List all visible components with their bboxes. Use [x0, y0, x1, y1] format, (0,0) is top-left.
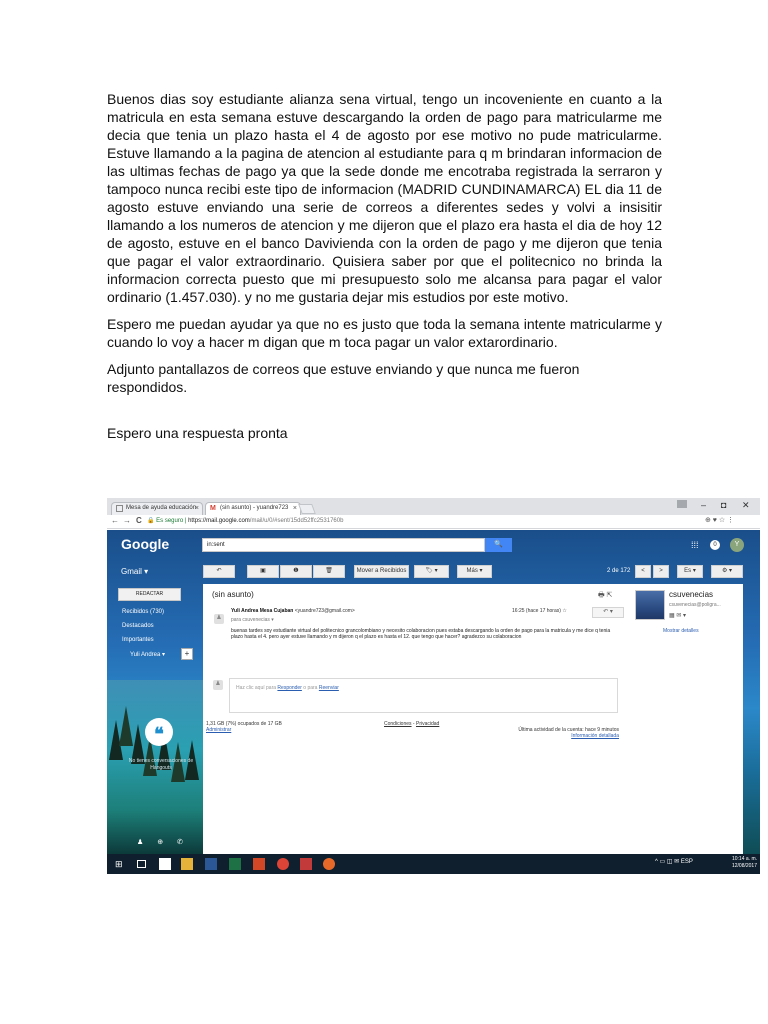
- clock-time: 10:14 a. m.: [731, 856, 757, 862]
- close-tab-icon[interactable]: ×: [292, 505, 297, 512]
- letter: [107, 90, 662, 451]
- minimize-icon[interactable]: –: [701, 500, 707, 510]
- manage-link[interactable]: Administrar: [206, 727, 232, 733]
- compose-button[interactable]: REDACTAR: [118, 588, 181, 601]
- storage-info: [206, 721, 282, 733]
- account-activity: [513, 727, 619, 739]
- reload-icon[interactable]: C: [136, 516, 142, 525]
- search-input[interactable]: in:sent: [202, 538, 485, 552]
- url-host: https://mail.google.com: [188, 518, 250, 524]
- contact-photo: [635, 590, 665, 620]
- next-page-button[interactable]: >: [653, 565, 669, 578]
- task-view-icon[interactable]: [137, 860, 146, 868]
- hangouts-user[interactable]: Yuli Andrea ▾: [130, 652, 166, 658]
- gmail-icon: M: [210, 505, 216, 512]
- forward-icon[interactable]: →: [123, 516, 131, 525]
- gmail-menu[interactable]: Gmail ▾: [121, 567, 149, 576]
- excel-icon[interactable]: [229, 858, 241, 870]
- star-icon[interactable]: ☆: [562, 608, 567, 614]
- language-button[interactable]: Es ▾: [677, 565, 703, 578]
- delete-button[interactable]: 🗑: [313, 565, 345, 578]
- forward-link[interactable]: Reenviar: [318, 685, 339, 691]
- avatar[interactable]: Y: [730, 538, 744, 552]
- sender-name: Yuli Andrea Mesa Cujaban: [231, 608, 294, 614]
- contact-actions[interactable]: ▦ ✉ ▾: [669, 613, 687, 619]
- reply-button[interactable]: ↶ ▾: [592, 607, 624, 618]
- letter-paragraph-3: Adjunto pantallazos de correos que estuve enviando y que nunca me fueron respondidos.: [107, 361, 580, 395]
- sidebar-item-starred[interactable]: Destacados: [122, 623, 154, 629]
- prev-page-button[interactable]: <: [635, 565, 651, 578]
- sidebar-item-inbox[interactable]: Recibidos (730): [122, 609, 165, 615]
- gmail-screenshot: [107, 498, 760, 874]
- privacy-link[interactable]: Privacidad: [415, 721, 440, 727]
- clock-date: 12/08/2017: [731, 863, 757, 869]
- camera-app-icon[interactable]: [159, 858, 171, 870]
- system-tray[interactable]: ^ ▭ ◫ ✉ ESP: [655, 859, 693, 865]
- move-to-inbox-button[interactable]: Mover a Recibidos: [354, 565, 409, 578]
- browser-tab-help-desk[interactable]: [111, 502, 203, 515]
- search-button[interactable]: 🔍: [485, 538, 512, 552]
- close-window-icon[interactable]: ✕: [742, 500, 750, 510]
- report-spam-button[interactable]: ❶: [280, 565, 312, 578]
- address-bar: [107, 515, 760, 529]
- chrome-icon[interactable]: [277, 858, 289, 870]
- url-path: /mail/u/0/#sent/15dd52ffc2531760b: [249, 518, 344, 524]
- activity-text: Última actividad de la cuenta: hace 9 minutos: [518, 727, 619, 733]
- tab-title: Mesa de ayuda educación: [126, 505, 197, 511]
- labels-button[interactable]: 🏷 ▾: [414, 565, 449, 578]
- close-tab-icon[interactable]: ×: [194, 505, 199, 512]
- hangouts-footer-icons[interactable]: ♟ ⊕ ✆: [137, 839, 189, 846]
- omnibox-icons[interactable]: ⊕ ♥ ☆ ⋮: [705, 517, 735, 524]
- secure-label: Es seguro: [156, 518, 184, 524]
- details-link[interactable]: Información detallada: [571, 733, 619, 739]
- notifications-badge[interactable]: 0: [710, 540, 720, 550]
- browser-tab-gmail[interactable]: [205, 502, 301, 515]
- terms-link[interactable]: Condiciones: [384, 721, 412, 727]
- pagination-text: 2 de 172: [607, 568, 631, 574]
- lock-icon: 🔒: [147, 518, 155, 524]
- sidebar-item-important[interactable]: Importantes: [122, 637, 154, 643]
- browser-tab-bar: [107, 498, 760, 515]
- archive-button[interactable]: ▣: [247, 565, 279, 578]
- message-date: [512, 608, 567, 614]
- reply-box[interactable]: Haz clic aquí para Responder o para Reenviar: [229, 678, 618, 713]
- sender-line: [231, 608, 355, 614]
- add-hangout-button[interactable]: +: [181, 648, 193, 660]
- contact-email: csuvenecias@poligra...: [669, 602, 721, 608]
- file-explorer-icon[interactable]: [181, 858, 193, 870]
- google-logo[interactable]: Google: [121, 536, 170, 552]
- letter-paragraph-4: Espero una respuesta pronta: [107, 425, 288, 441]
- sender-avatar-icon: ♟: [214, 614, 224, 624]
- date-text: 16:25 (hace 17 horas): [512, 608, 561, 614]
- show-details-link[interactable]: Mostrar detalles: [663, 628, 699, 634]
- page-icon: [116, 505, 123, 512]
- windows-start-icon[interactable]: ⊞: [115, 859, 123, 869]
- app-icon[interactable]: [300, 858, 312, 870]
- contact-name: csuvenecias: [669, 590, 714, 599]
- hangouts-empty-message: No tienes conversaciones de Hangouts: [128, 758, 194, 771]
- url-field[interactable]: 🔒 Es seguro | https://mail.google.com/mail/u/0/#sent/15dd52ffc2531760b: [147, 518, 344, 524]
- maximize-icon[interactable]: ◘: [721, 500, 727, 510]
- back-icon[interactable]: ←: [111, 516, 119, 525]
- tab-title: (sin asunto) - yuandre723: [220, 505, 289, 511]
- letter-paragraph-2: Espero me puedan ayudar ya que no es justo que toda la semana intente matricularme y cuando lo voy a hacer m digan que m toca pagar un valor extarordinario.: [107, 316, 662, 350]
- reply-link[interactable]: Responder: [277, 685, 302, 691]
- settings-button[interactable]: ⚙ ▾: [711, 565, 743, 578]
- footer-links: Condiciones - Privacidad: [384, 721, 440, 727]
- more-button[interactable]: Más ▾: [457, 565, 492, 578]
- storage-text: 1,31 GB (7%) ocupados de 17 GB: [206, 721, 282, 727]
- windows-taskbar: [107, 854, 760, 874]
- new-tab-button[interactable]: [298, 504, 316, 514]
- message-subject: (sin asunto): [212, 590, 254, 599]
- message-pane: [203, 584, 743, 854]
- firefox-icon[interactable]: [323, 858, 335, 870]
- clock[interactable]: [722, 856, 757, 870]
- recipient-line[interactable]: para csuvenecias ▾: [231, 617, 274, 623]
- profile-icon[interactable]: [677, 500, 687, 508]
- apps-grid-icon[interactable]: ⁞⁞⁞: [691, 540, 699, 550]
- hangouts-icon: ❝: [145, 718, 173, 746]
- print-icon[interactable]: 🖶 ⇱: [598, 592, 613, 599]
- reply-avatar-icon: ♟: [213, 680, 223, 690]
- letter-paragraph-1: Buenos dias soy estudiante alianza sena virtual, tengo un incoveniente en cuanto a la matricula en esta semana estuve descargando la orden de pago para matricularme me decia que tenia un plazo hasta el 4 de agosto por ese motivo no pude matricularme. Estuve llamando a la pagina de atencion al estudiante para q m brindaran informacion de las ultimas fechas de pago ya que la sede donde me encotraba registrada la serraron y tampoco nunca recibi este tipo de informacion (MADRID CUNDINAMARCA) EL dia 11 de agosto estuve enviando una serie de correos a diferentes sedes y volvi a insisitir llamando a los numeros de atencion y me dijeron que el plazo era hasta el dia de hoy 12 de agosto, estuve en el banco Davivienda con la orden de pago y me dijeron que tenia que pagar el valor extraordinario. Quisiera saber por que el politecnico no brinda la informacion correcta puesto que mi presupuesto solo me alcansa para pagar el valor ordinario (1.457.030). y no me gustaria dejar mis estudios por este motivo.: [107, 91, 662, 305]
- powerpoint-icon[interactable]: [253, 858, 265, 870]
- sender-email: <yuandre723@gmail.com>: [294, 608, 355, 614]
- word-icon[interactable]: [205, 858, 217, 870]
- gmail-app: [107, 530, 760, 854]
- reply-toolbar-button[interactable]: ↶: [203, 565, 235, 578]
- message-body: buenas tardes soy estudiante virtual del politecnico grancolombiano y necesito colaboracion pues estaba descargando la orden de pago para la matricula y me dice q tenia plazo hasta el 4. pero ayer estuve llamando y m dijeron q el plazo es hasta el 12. que tengo que hacer? agradezco su colaboracion: [231, 628, 611, 640]
